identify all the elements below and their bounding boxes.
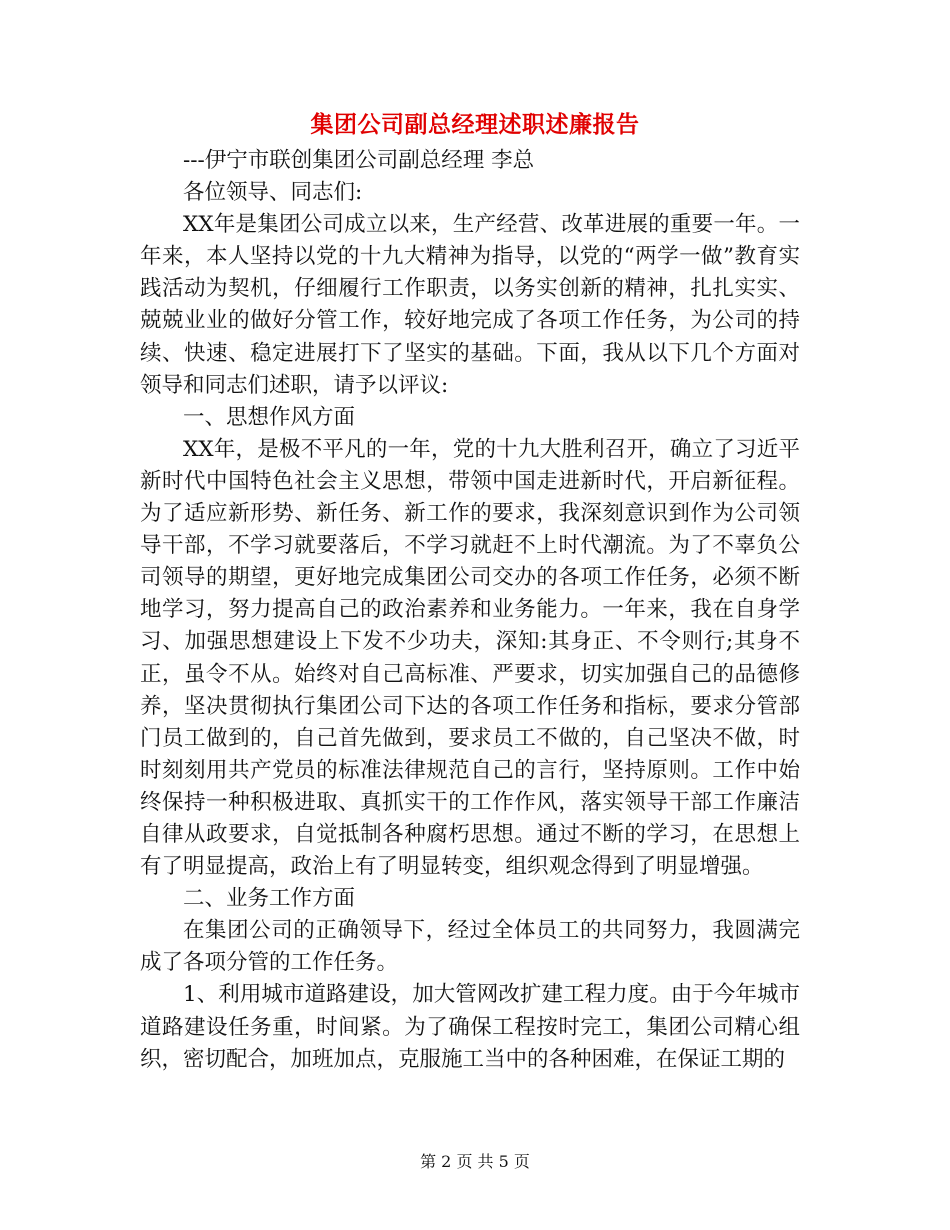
salutation: 各位领导、同志们: [183,180,363,206]
section-1-paragraph: XX年，是极不平凡的一年，党的十九大胜利召开，确立了习近平新时代中国特色社会主义思想，带领中国走进新时代，开启新征程。为了适应新形势、新任务、新工作的要求，我深刻意识到作为公司领导干部，不学习就要落后，不学习就赶不上时代潮流。为了不辜负公司领导的期望，更好地完成集团公司交办的各项工作任务，必须不断地学习，努力提高自己的政治素养和业务能力。一年来，我在自身学习、加强思想建设上下发不少功夫，深知:其身正、不令则行;其身不正，虽令不从。始终对自己高标准、严要求，切实加强自己的品德修养，坚决贯彻执行集团公司下达的各项工作任务和指标，要求分管部门员工做到的，自己首先做到，要求员工不做的，自己坚决不做，时时刻刻用共产党员的标准法律规范自己的言行，坚持原则。工作中始终保持一种积极进取、真抓实干的工作作风，落实领导干部工作廉洁自律从政要求，自觉抵制各种腐朽思想。通过不断的学习，在思想上有了明显提高，政治上有了明显转变，组织观念得到了明显增强。 [140,436,800,880]
document-body [140,145,800,1076]
author-line: ---伊宁市联创集团公司副总经理 李总 [183,148,535,173]
page-number: 第 2 页 共 5 页 [420,1152,530,1171]
intro-paragraph: XX年是集团公司成立以来，生产经营、改革进展的重要一年。一年来，本人坚持以党的十九大精神为指导，以党的“两学一做”教育实践活动为契机，仔细履行工作职责，以务实创新的精神，扎扎实实、兢兢业业的做好分管工作，较好地完成了各项工作任务，为公司的持续、快速、稳定进展打下了坚实的基础。下面，我从以下几个方面对领导和同志们述职，请予以评议: [140,212,800,398]
document-title: 集团公司副总经理述职述廉报告 [310,112,640,138]
section-heading-1: 一、思想作风方面 [183,404,356,430]
page-footer [0,1150,950,1174]
section-heading-2: 二、业务工作方面 [183,886,356,912]
section-2-item-1: 1、利用城市道路建设，加大管网改扩建工程力度。由于今年城市道路建设任务重，时间紧。为了确保工程按时完工，集团公司精心组织，密切配合，加班加点，克服施工当中的各种困难，在保证工期的 [140,982,800,1072]
section-2-paragraph: 在集团公司的正确领导下，经过全体员工的共同努力，我圆满完成了各项分管的工作任务。 [140,918,800,976]
